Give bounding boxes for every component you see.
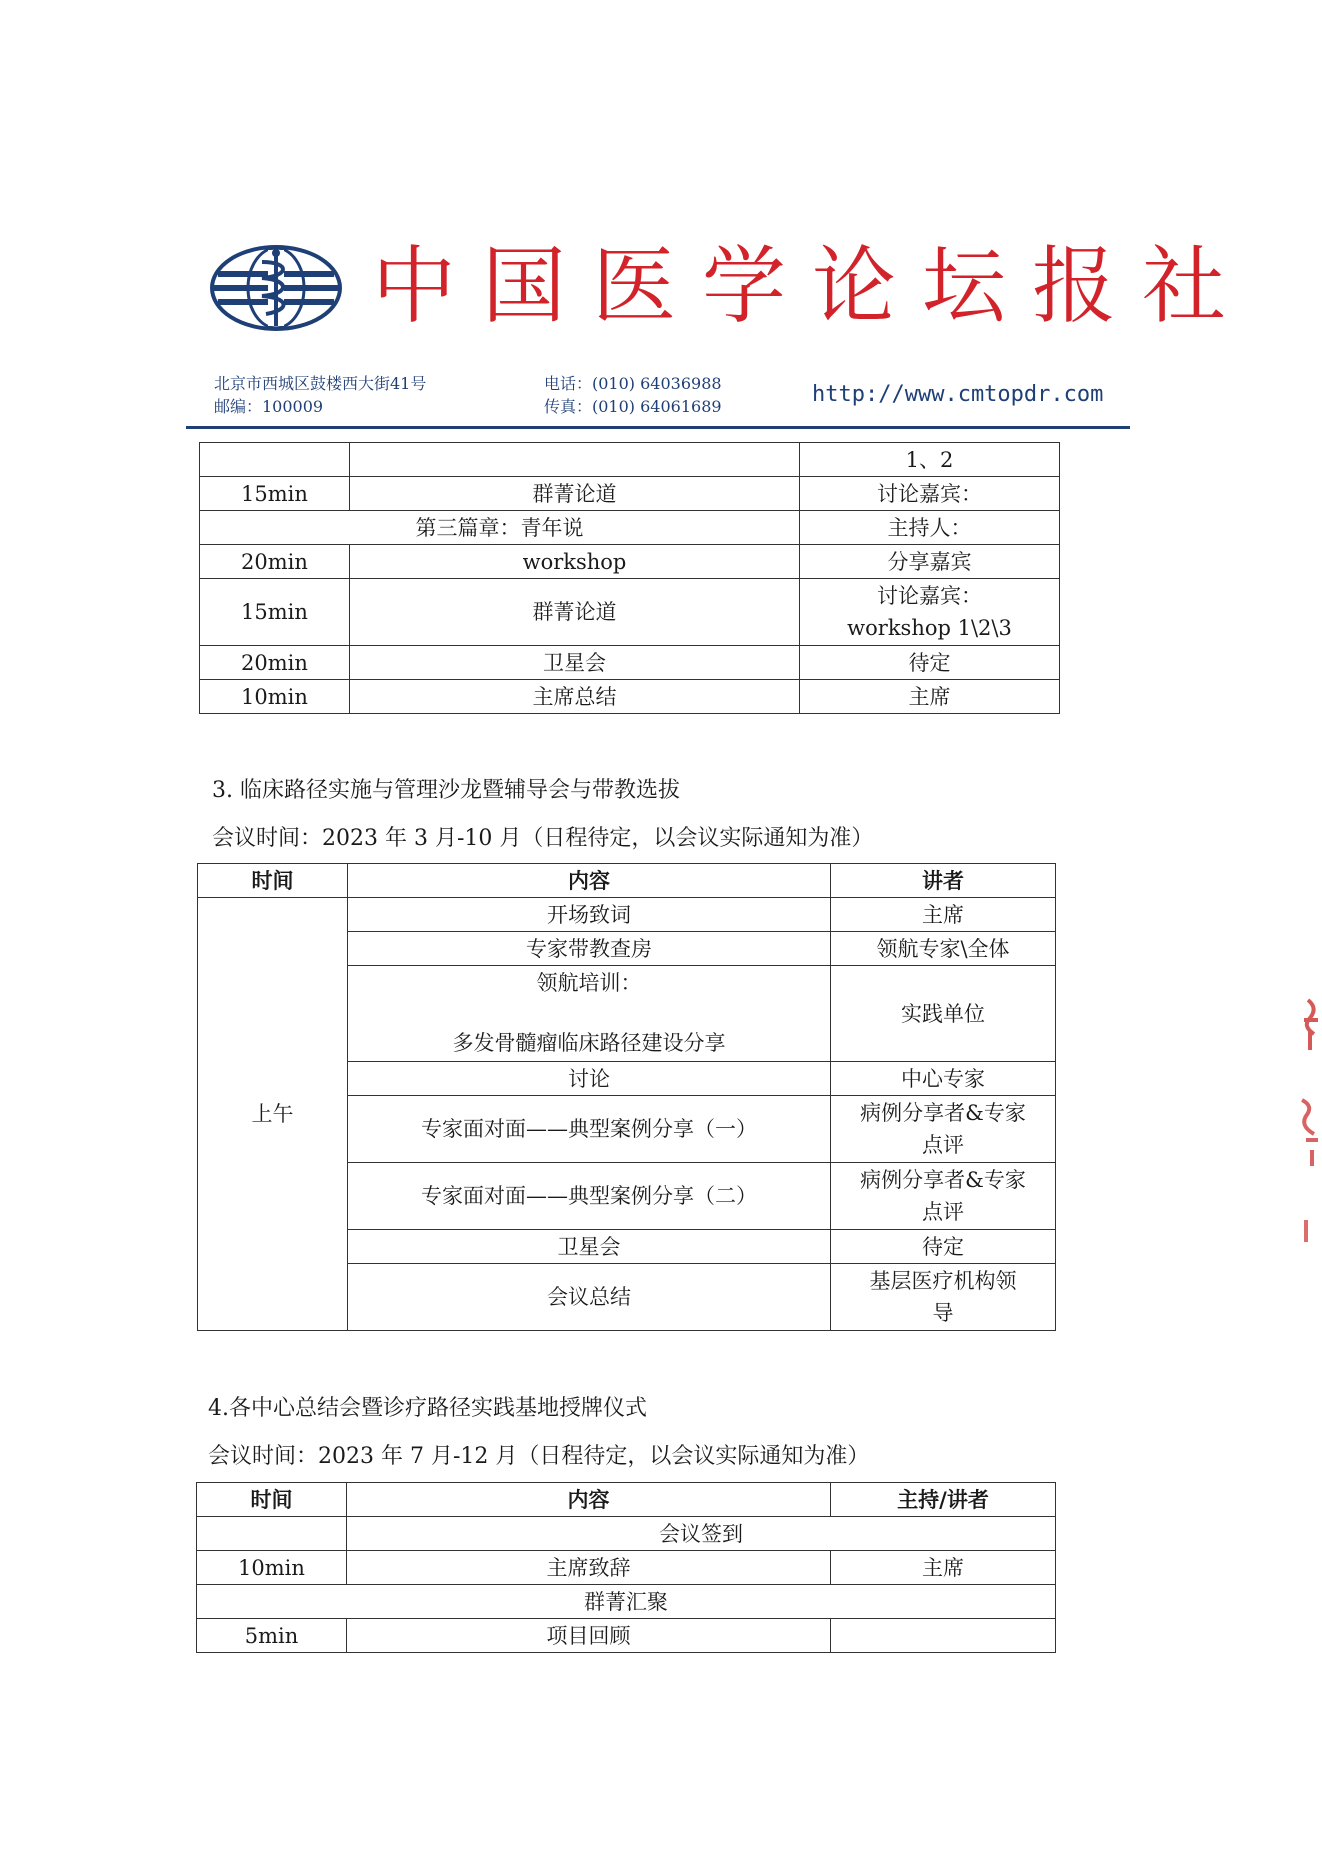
speaker-cell: 中心专家 — [831, 1062, 1056, 1096]
agenda-table-continued — [199, 442, 1060, 714]
section-cell: 第三篇章：青年说 — [200, 511, 800, 545]
phone-line: 电话：(010) 64036988 — [544, 374, 722, 393]
speaker-cell: 主席 — [831, 898, 1056, 932]
content-cell: 会议总结 — [348, 1264, 831, 1331]
speaker-line: 点评 — [922, 1200, 964, 1224]
organization-name: 中国医学论坛报社 — [372, 237, 1253, 335]
section-3-meeting-time: 会议时间：2023 年 3 月-10 月（日程待定，以会议实际通知为准） — [212, 826, 874, 851]
speaker-cell: 主席 — [831, 1551, 1056, 1585]
speaker-line: 病例分享者&专家 — [860, 1101, 1026, 1125]
table-row — [197, 1619, 1056, 1653]
speaker-cell — [800, 579, 1060, 646]
content-cell — [348, 966, 831, 1062]
content-cell: 讨论 — [348, 1062, 831, 1096]
content-cell: 开场致词 — [348, 898, 831, 932]
agenda-table-section-4 — [196, 1482, 1056, 1653]
time-cell: 10min — [197, 1551, 347, 1585]
column-header-speaker: 讲者 — [831, 864, 1056, 898]
agenda-table-section-3 — [197, 863, 1056, 1331]
table-row — [198, 898, 1056, 932]
section-3-heading: 3. 临床路径实施与管理沙龙暨辅导会与带教选拔 — [212, 778, 680, 803]
address-block — [214, 372, 426, 418]
speaker-cell — [831, 1619, 1056, 1653]
speaker-cell: 1、2 — [800, 443, 1060, 477]
table-row — [200, 545, 1060, 579]
speaker-line: 点评 — [922, 1133, 964, 1157]
period-cell: 上午 — [198, 898, 348, 1331]
table-row — [197, 1585, 1056, 1619]
content-cell: workshop — [350, 545, 800, 579]
column-header-content: 内容 — [347, 1483, 831, 1517]
table-row — [200, 511, 1060, 545]
speaker-line: workshop 1\2\3 — [847, 616, 1012, 640]
time-cell: 15min — [200, 477, 350, 511]
content-cell: 专家面对面——典型案例分享（二） — [348, 1163, 831, 1230]
table-row — [200, 680, 1060, 714]
content-line: 多发骨髓瘤临床路径建设分享 — [452, 1031, 726, 1055]
table-row — [200, 579, 1060, 646]
content-cell: 卫星会 — [350, 646, 800, 680]
section-4-heading: 4.各中心总结会暨诊疗路径实践基地授牌仪式 — [208, 1396, 647, 1421]
speaker-cell: 主持人： — [800, 511, 1060, 545]
table-row — [197, 1551, 1056, 1585]
table-row — [200, 646, 1060, 680]
speaker-cell — [831, 1264, 1056, 1331]
speaker-cell: 实践单位 — [831, 966, 1056, 1062]
header-divider — [186, 426, 1130, 429]
column-header-time: 时间 — [197, 1483, 347, 1517]
time-cell: 5min — [197, 1619, 347, 1653]
time-cell: 10min — [200, 680, 350, 714]
content-line: 领航培训： — [536, 971, 642, 995]
content-cell: 主席总结 — [350, 680, 800, 714]
speaker-cell: 领航专家\全体 — [831, 932, 1056, 966]
speaker-cell: 分享嘉宾 — [800, 545, 1060, 579]
seal-stamp-fragment — [1294, 990, 1322, 1250]
time-cell: 20min — [200, 646, 350, 680]
content-cell: 会议签到 — [347, 1517, 1056, 1551]
content-cell — [350, 443, 800, 477]
speaker-line: 讨论嘉宾： — [877, 584, 982, 608]
table-row — [200, 477, 1060, 511]
speaker-cell — [831, 1163, 1056, 1230]
content-cell: 主席致辞 — [347, 1551, 831, 1585]
section-4-meeting-time: 会议时间：2023 年 7 月-12 月（日程待定，以会议实际通知为准） — [208, 1444, 870, 1469]
column-header-content: 内容 — [348, 864, 831, 898]
time-cell — [197, 1517, 347, 1551]
time-cell — [200, 443, 350, 477]
speaker-cell — [831, 1096, 1056, 1163]
column-header-time: 时间 — [198, 864, 348, 898]
content-cell: 专家面对面——典型案例分享（一） — [348, 1096, 831, 1163]
speaker-cell: 待定 — [800, 646, 1060, 680]
content-cell: 群菁论道 — [350, 579, 800, 646]
time-cell: 15min — [200, 579, 350, 646]
table-row — [200, 443, 1060, 477]
fax-line: 传真：(010) 64061689 — [544, 397, 722, 416]
speaker-line: 基层医疗机构领 — [869, 1269, 1017, 1293]
website-link[interactable]: http://www.cmtopdr.com — [812, 382, 1104, 407]
table-header-row — [198, 864, 1056, 898]
speaker-line: 导 — [932, 1301, 954, 1325]
content-cell: 专家带教查房 — [348, 932, 831, 966]
column-header-host: 主持/讲者 — [831, 1483, 1056, 1517]
section-cell: 群菁汇聚 — [197, 1585, 1056, 1619]
postcode-line: 邮编：100009 — [214, 397, 324, 416]
speaker-cell: 讨论嘉宾： — [800, 477, 1060, 511]
speaker-cell: 待定 — [831, 1230, 1056, 1264]
journal-logo-icon — [208, 244, 344, 332]
content-cell: 项目回顾 — [347, 1619, 831, 1653]
time-cell: 20min — [200, 545, 350, 579]
content-cell: 卫星会 — [348, 1230, 831, 1264]
address-line: 北京市西城区鼓楼西大街41号 — [214, 374, 427, 393]
speaker-cell: 主席 — [800, 680, 1060, 714]
phone-block — [544, 372, 722, 418]
speaker-line: 病例分享者&专家 — [860, 1168, 1026, 1192]
content-cell: 群菁论道 — [350, 477, 800, 511]
table-row — [197, 1517, 1056, 1551]
table-header-row — [197, 1483, 1056, 1517]
